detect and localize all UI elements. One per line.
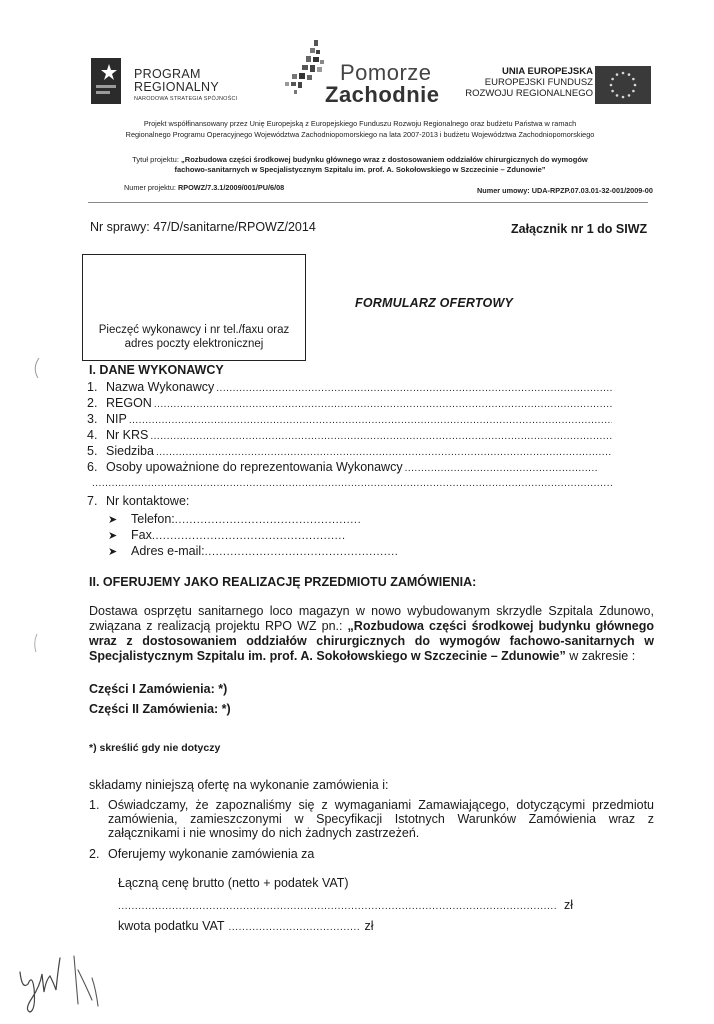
stamp-box-caption (83, 323, 305, 351)
field-label: Nr KRS (106, 428, 149, 442)
margin-bracket-mark (30, 356, 42, 380)
program-logo-line2: REGIONALNY (134, 80, 219, 94)
program-regionalny-logo (91, 58, 251, 108)
subject-project-title: „Rozbudowa części środkowej budynku głównego wraz z dostosowaniem oddziałów chirurgicznych do wymogów fachowo-sanitarnych w Specjalistycznym Szpitalu im. prof. A. Sokołowskiego w Szczecinie – Zdunowie” (89, 619, 654, 663)
field-krs[interactable] (87, 428, 612, 444)
pomorze-zachodnie-logo (280, 38, 440, 108)
field-number: 3. (87, 412, 98, 426)
subject-text-start: Dostawa osprzętu sanitarnego loco magazyn w nowo wybudowanym skrzydle Szpitala Zdunowo, związana z realizacją projektu RPO WZ pn.: (89, 604, 654, 633)
header-divider (88, 202, 648, 203)
arrow-bullet-icon: ➤ (108, 514, 118, 526)
contact-fax[interactable] (108, 528, 345, 544)
contract-number: Numer umowy: UDA-RPZP.07.03.01-32-001/2009-00 (477, 186, 653, 195)
total-price-label: Łączną cenę brutto (netto + podatek VAT) (118, 876, 349, 890)
field-number: 4. (87, 428, 98, 442)
field-label: REGON (106, 396, 152, 410)
statement-text: Oświadczamy, że zapoznaliśmy się z wymaganiami Zamawiającego, dotyczącymi przedmiotu zamówienia, zamieszczonymi w Specyfikacji Istotnych Warunków Zamówienia wraz z załącznikami i nie wnosimy do nich żadnych zastrzeżeń. (108, 798, 654, 840)
eu-logo-line1: UNIA EUROPEJSKA (502, 66, 593, 77)
contact-label: Adres e-mail: (131, 544, 205, 558)
fill-in-dots (152, 530, 345, 542)
field-regon[interactable] (87, 396, 612, 412)
currency-label: zł (564, 898, 574, 912)
statement-1 (89, 798, 654, 840)
field-number: 5. (87, 444, 98, 458)
field-number: 7. (87, 494, 98, 508)
vat-label: kwota podatku VAT (118, 919, 225, 933)
field-label: NIP (106, 412, 127, 426)
fill-in-dots (205, 546, 398, 558)
program-regionalny-mark-icon (91, 58, 121, 104)
fill-in-dots (216, 383, 612, 394)
field-contact-numbers (87, 494, 287, 510)
offer-intro: składamy niniejszą ofertę na wykonanie zamówienia i: (89, 778, 389, 792)
fill-in-dots (156, 447, 612, 458)
eu-logo-text (465, 66, 593, 99)
contact-label: Fax (131, 528, 152, 542)
statement-number: 2. (89, 847, 100, 861)
section-1-heading: I. DANE WYKONAWCY (89, 363, 224, 377)
eu-logo-line2: EUROPEJSKI FUNDUSZ (484, 77, 593, 88)
contact-phone[interactable] (108, 512, 361, 528)
field-label: Nr kontaktowe: (106, 494, 190, 508)
fill-in-dots (229, 922, 361, 933)
contact-label: Telefon: (131, 512, 175, 526)
field-label: Osoby upoważnione do reprezentowania Wykonawcy (106, 460, 403, 474)
fill-in-dots (118, 901, 558, 912)
subject-description (89, 604, 654, 664)
total-price-field[interactable] (118, 898, 573, 912)
case-number: Nr sprawy: 47/D/sanitarne/RPOWZ/2014 (90, 220, 316, 234)
program-logo-line1: PROGRAM (134, 67, 201, 81)
statement-text: Oferujemy wykonanie zamówienia za (108, 847, 315, 861)
eu-logo-line3: ROZWOJU REGIONALNEGO (465, 88, 593, 99)
stamp-caption-line1: Pieczęć wykonawcy i nr tel./faxu oraz (98, 324, 290, 336)
fill-in-dots-continuation[interactable] (92, 478, 612, 492)
eu-flag-icon (595, 66, 651, 104)
form-title: FORMULARZ OFERTOWY (355, 296, 513, 310)
eu-fund-logo (465, 66, 651, 106)
project-number-label: Numer projektu: (124, 183, 176, 192)
currency-label: zł (364, 919, 374, 933)
pomorze-logo-line2: Zachodnie (325, 82, 440, 107)
stamp-caption-line2: adres poczty elektronicznej (124, 338, 264, 350)
cofinancing-line2: Regionalnego Programu Operacyjnego Województwa Zachodniopomorskiego na lata 2007-2013 i budżetu Województwa Zachodniopomorskiego (125, 130, 595, 139)
vat-amount-field[interactable] (118, 919, 374, 933)
project-title-label: Tytuł projektu: (132, 155, 179, 164)
field-nip[interactable] (87, 412, 612, 428)
field-seat[interactable] (87, 444, 612, 460)
contractor-stamp-box (82, 254, 306, 361)
project-number-value: RPOWZ/7.3.1/2009/001/PU/6/08 (177, 183, 285, 192)
statement-number: 1. (89, 798, 100, 812)
field-number: 2. (87, 396, 98, 410)
handwritten-initials-signature (12, 950, 107, 1016)
field-label: Siedziba (106, 444, 154, 458)
contact-email[interactable] (108, 544, 398, 560)
field-number: 1. (87, 380, 98, 394)
arrow-bullet-icon: ➤ (108, 530, 118, 542)
cofinancing-notice (60, 118, 660, 140)
order-part-2: Części II Zamówienia: *) (89, 702, 231, 716)
fill-in-dots (150, 431, 612, 442)
field-label: Nazwa Wykonawcy (106, 380, 215, 394)
fill-in-dots (175, 514, 361, 526)
field-number: 6. (87, 460, 98, 474)
fill-in-dots (129, 415, 612, 426)
cofinancing-line1: Projekt współfinansowany przez Unię Europejską z Europejskiego Funduszu Rozwoju Regionalnego oraz budżetu Państwa w ramach (143, 119, 577, 128)
program-logo-line3: NARODOWA STRATEGIA SPÓJNOŚCI (134, 96, 238, 102)
field-contractor-name[interactable] (87, 380, 612, 396)
section-2-heading: II. OFERUJEMY JAKO REALIZACJĘ PRZEDMIOTU ZAMÓWIENIA: (89, 575, 477, 589)
margin-bracket-mark (30, 632, 40, 654)
project-title-line1: „Rozbudowa części środkowej budynku głównego wraz z dostosowaniem oddziałów chirurgicznych do wymogów (181, 155, 588, 164)
field-authorized-persons[interactable] (87, 460, 599, 476)
statement-2 (89, 847, 654, 861)
footnote: *) skreślić gdy nie dotyczy (89, 742, 221, 754)
fill-in-dots (405, 463, 599, 474)
arrow-bullet-icon: ➤ (108, 546, 118, 558)
annex-label: Załącznik nr 1 do SIWZ (511, 222, 648, 236)
project-title (60, 155, 660, 175)
order-part-1: Części I Zamówienia: *) (89, 682, 228, 696)
pomorze-logo-line1: Pomorze (340, 60, 432, 85)
subject-text-end: w zakresie : (565, 649, 636, 663)
project-number (124, 183, 284, 192)
fill-in-dots (154, 399, 612, 410)
project-title-line2: fachowo-sanitarnych w Specjalistycznym Szpitalu im. prof. A. Sokołowskiego w Szczecinie – Zdunowie” (174, 165, 546, 174)
